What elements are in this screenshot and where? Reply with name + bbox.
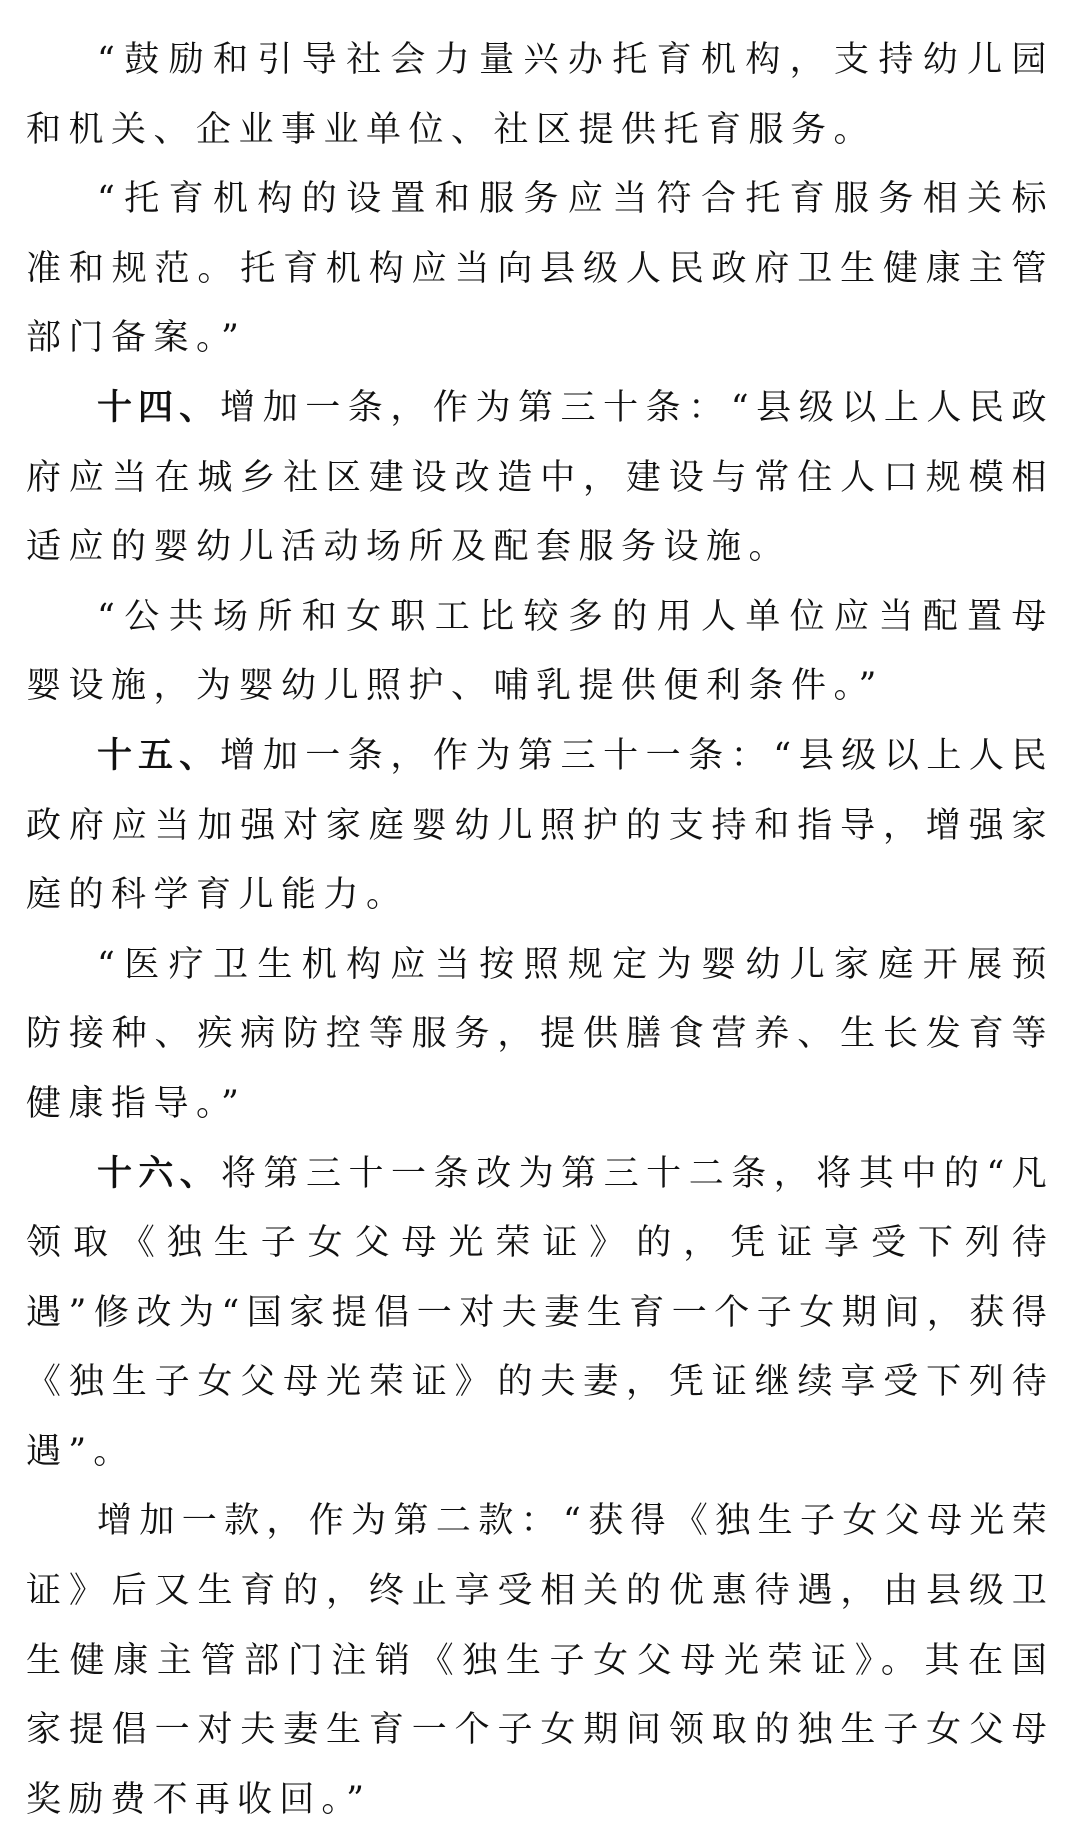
article-number-16: 十六、: [97, 1153, 221, 1194]
paragraph-3-text: 增加一条，作为第三十条：“县级以上人民政府应当在城乡社区建设改造中，建设与常住人口规模相适应的婴幼儿活动场所及配套服务设施。: [26, 387, 1054, 568]
paragraph-1: [26, 26, 1054, 165]
paragraph-2: [26, 165, 1054, 374]
paragraph-7: [26, 1140, 1054, 1488]
paragraph-7-text: 将第三十一条改为第三十二条，将其中的“凡领取《独生子女父母光荣证》的，凭证享受下列待遇”修改为“国家提倡一对夫妻生育一个子女期间，获得《独生子女父母光荣证》的夫妻，凭证继续享受下列待遇”。: [26, 1153, 1054, 1472]
paragraph-5: [26, 722, 1054, 931]
paragraph-6: [26, 931, 1054, 1140]
paragraph-8-text: 增加一款，作为第二款：“获得《独生子女父母光荣证》后又生育的，终止享受相关的优惠待遇，由县级卫生健康主管部门注销《独生子女父母光荣证》。其在国家提倡一对夫妻生育一个子女期间领取的独生子女父母奖励费不再收回。”: [26, 1501, 1054, 1820]
paragraph-8: [26, 1487, 1054, 1835]
paragraph-4: [26, 583, 1054, 722]
paragraph-3: [26, 374, 1054, 583]
paragraph-2-text: “托育机构的设置和服务应当符合托育服务相关标准和规范。托育机构应当向县级人民政府卫生健康主管部门备案。”: [26, 179, 1054, 359]
paragraph-4-text: “公共场所和女职工比较多的用人单位应当配置母婴设施，为婴幼儿照护、哺乳提供便利条件。”: [26, 596, 1054, 707]
article-number-14: 十四、: [97, 387, 221, 428]
paragraph-5-text: 增加一条，作为第三十一条：“县级以上人民政府应当加强对家庭婴幼儿照护的支持和指导，增强家庭的科学育儿能力。: [26, 735, 1054, 916]
paragraph-1-text: “鼓励和引导社会力量兴办托育机构，支持幼儿园和机关、企业事业单位、社区提供托育服务。: [26, 40, 1054, 150]
paragraph-6-text: “医疗卫生机构应当按照规定为婴幼儿家庭开展预防接种、疾病防控等服务，提供膳食营养、生长发育等健康指导。”: [26, 944, 1054, 1124]
article-number-15: 十五、: [97, 735, 221, 776]
